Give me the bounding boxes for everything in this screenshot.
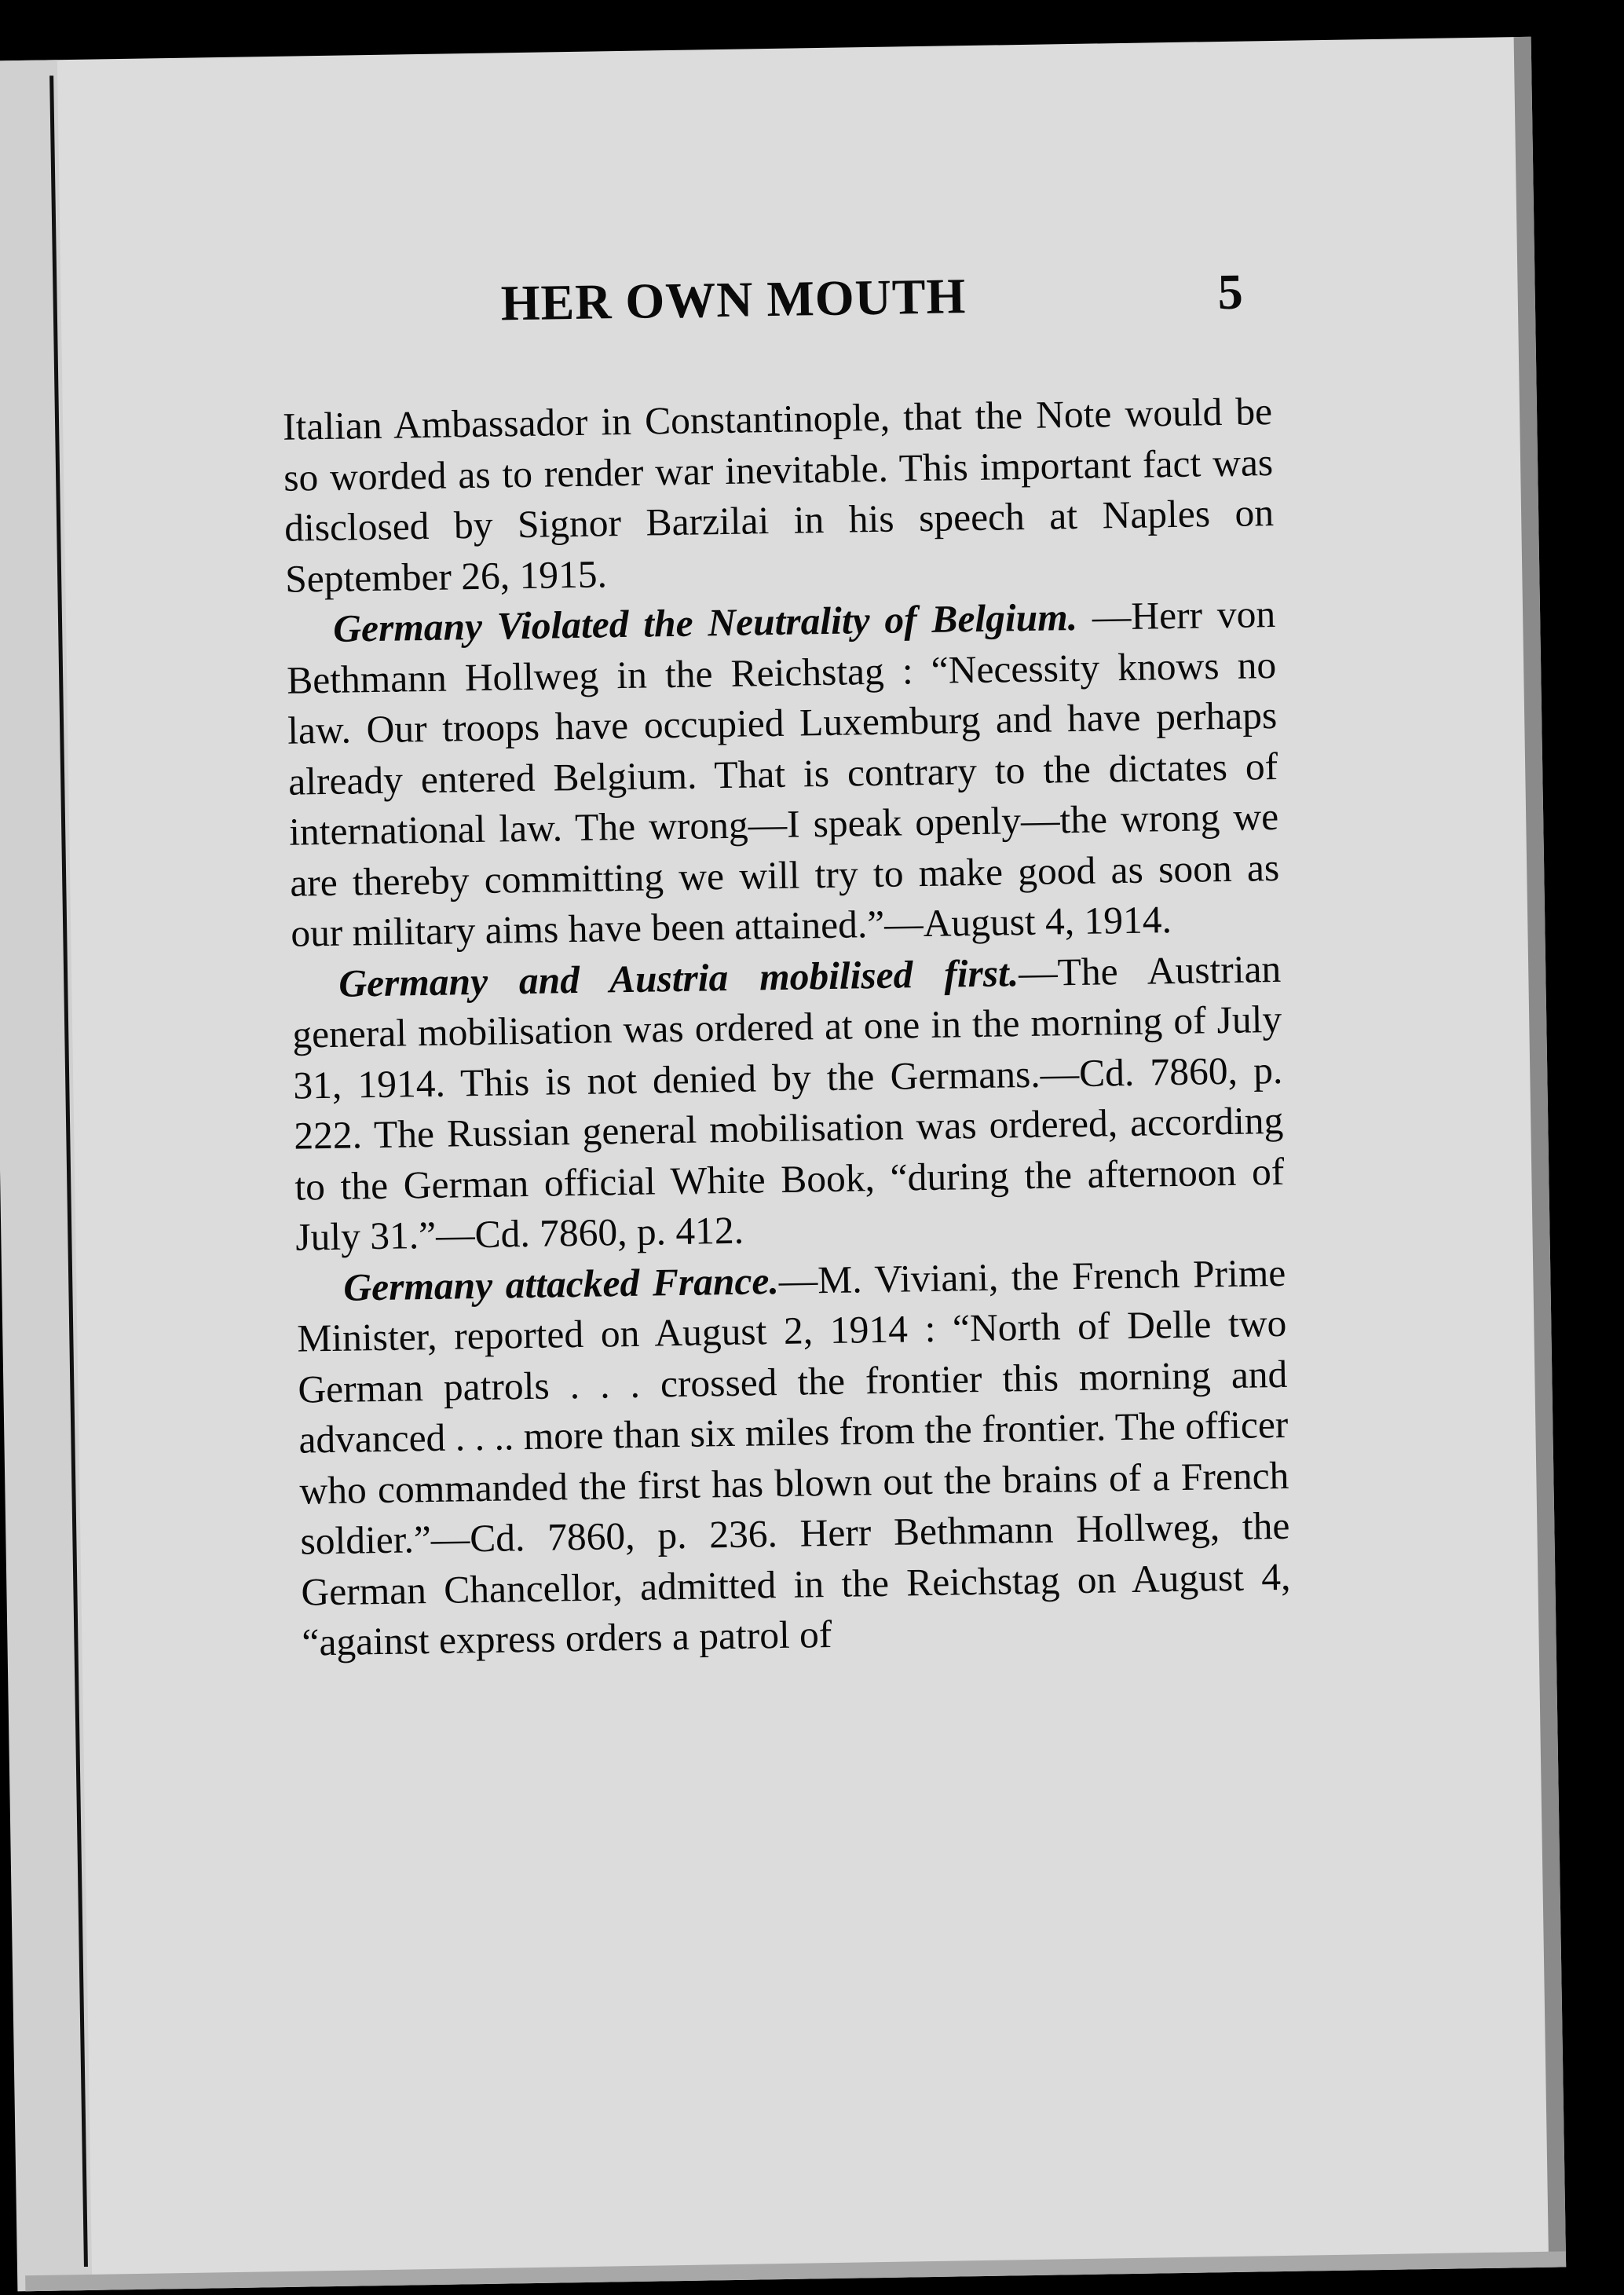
paragraph-belgium — [286, 589, 1281, 959]
paragraph-text: —The Austrian general mobilisation was ordered at one in the morning of July 31, 1914. This is not denied by the Germans.—Cd. 7860, p. 222. The Russian general mobilisation was ordered, according to the German official White Book, “during the afternoon of July 31.”—Cd. 7860, p. 412. — [291, 946, 1285, 1259]
paragraph-france — [296, 1247, 1292, 1668]
paragraph-text: —M. Viviani, the French Prime Minister, reported on August 2, 1914 : “North of Delle two German patrols . . . crossed the frontier this morning and advanced . . .. more than six miles from the frontier. The officer who commanded the first has blown out the brains of a French soldier.”—Cd. 7860, p. 236. Herr Bethmann Hollweg, the German Chancellor, admitted in the Reichstag on August 4, “against express orders a patrol of — [296, 1250, 1291, 1664]
paragraph-text: —Herr von Bethmann Hollweg in the Reichstag : “Necessity knows no law. Our troops have occupied Luxemburg and have perhaps already entered Belgium. That is contrary to the dictates of international law. The wrong—I speak openly—the wrong we are thereby committing we will try to make good as soon as our military aims have been attained.”—August 4, 1914. — [286, 591, 1280, 955]
book-page — [0, 37, 1566, 2291]
paragraph-mobilisation — [291, 943, 1286, 1263]
paragraph-heading: Germany and Austria mobilised first. — [338, 950, 1019, 1005]
page-edge — [1514, 37, 1567, 2268]
paragraph-heading: Germany Violated the Neutrality of Belgium. — [332, 595, 1078, 650]
page-bottom-shadow — [25, 2251, 1566, 2291]
running-head-title: HER OWN MOUTH — [500, 268, 967, 331]
paragraph-continuation — [283, 386, 1275, 605]
running-head — [265, 263, 1243, 350]
paragraph-text: Italian Ambassador in Constantinople, that the Note would be so worded as to render war inevitable. This important fact was disclosed by Signor Barzilai in his speech at Naples on September 26, 1915. — [282, 390, 1275, 601]
page-number: 5 — [1217, 263, 1244, 320]
body-text — [283, 386, 1292, 1668]
paragraph-heading: Germany attacked France. — [342, 1258, 780, 1309]
